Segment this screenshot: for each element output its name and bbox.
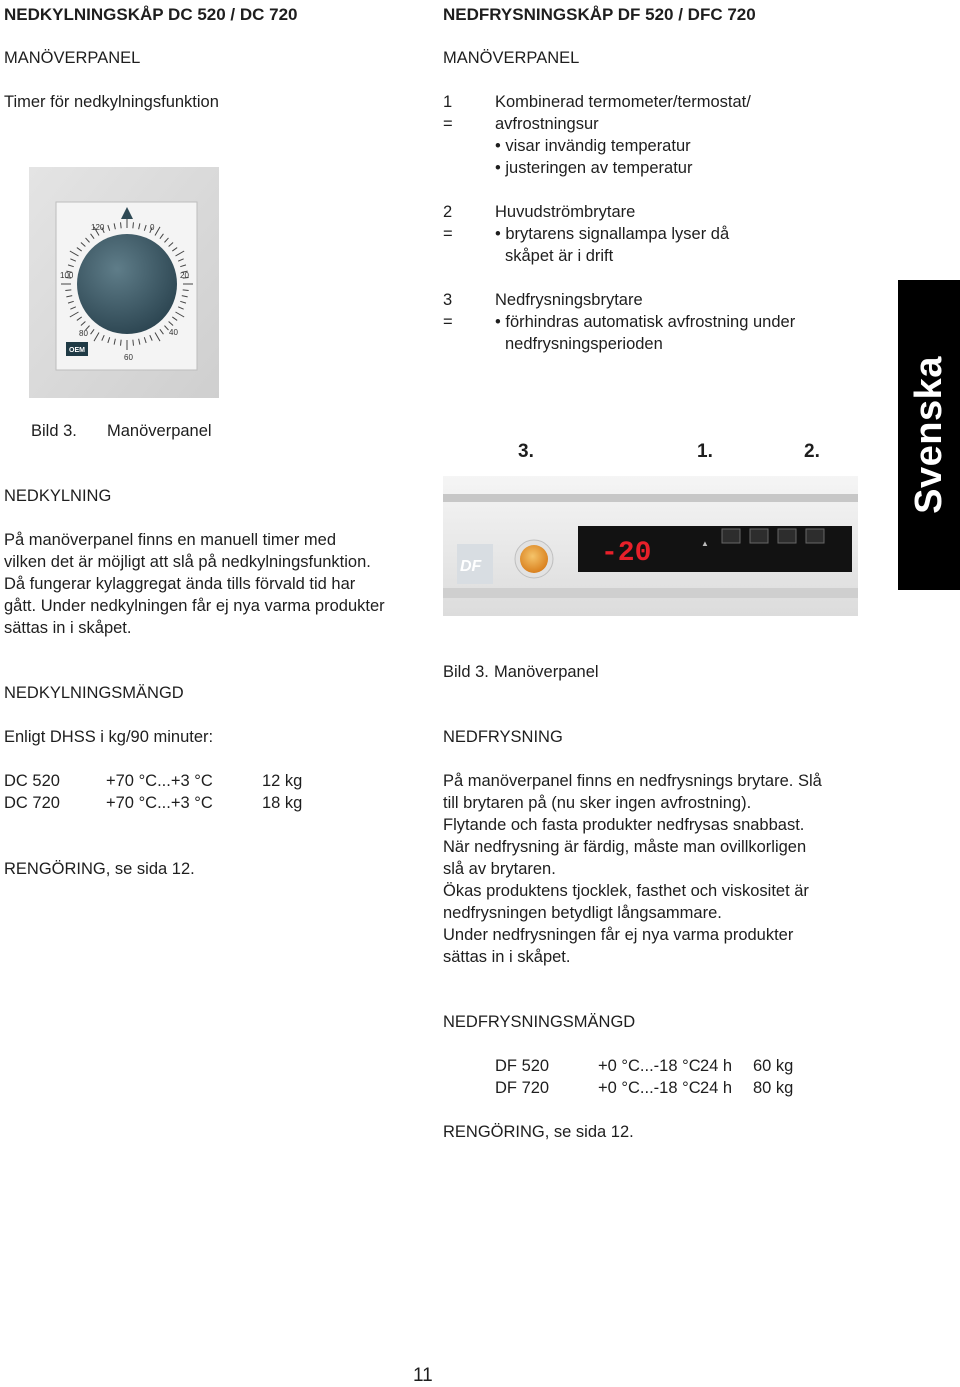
panel-bottom-edge [443,588,858,598]
table-cell-amount: 60 kg [753,1057,794,1075]
right-caption-number: Bild 3. [443,663,489,681]
brand-logo-text: OEM [69,347,85,354]
right-title: NEDFRYSNINGSKÅP DF 520 / DFC 720 [443,5,756,24]
display-indicator: ▲ [701,539,709,548]
table-cell-amount: 80 kg [753,1079,794,1097]
dial-tick [133,340,134,346]
nedkylningsmangd-heading: NEDKYLNINGSMÄNGD [4,684,184,702]
table-cell-time: 24 h [700,1079,733,1097]
dial-tick [121,222,122,228]
table-cell-time: 24 h [700,1057,733,1075]
right-panel-heading: MANÖVERPANEL [443,49,580,67]
panel-key-icon [806,529,824,543]
nedfrysning-paragraph [443,770,822,968]
dial-label: 60 [124,353,133,362]
table-cell-model: DF 720 [495,1079,550,1097]
dial-tick [133,222,134,228]
panel-key-icon [722,529,740,543]
temperature-display: -20 [601,538,652,569]
panel-key-icon [750,529,768,543]
nedkylning-paragraph [4,529,385,639]
dial-label: 120 [91,223,105,232]
dial-label: 0 [150,223,155,232]
dhss-intro: Enligt DHSS i kg/90 minuter: [4,728,214,746]
left-panel-heading: MANÖVERPANEL [4,49,141,67]
nedfrysningsmangd-heading: NEDFRYSNINGSMÄNGD [443,1013,636,1031]
nedfrysning-table [495,1055,825,1099]
left-caption-number: Bild 3. [31,422,77,440]
panel-key-icon [778,529,796,543]
paragraph-line: På manöverpanel finns en manuell timer med [4,531,337,549]
paragraph-line: På manöverpanel finns en nedfrysnings brytare. Slå [443,772,822,790]
left-cleaning-note: RENGÖRING, se sida 12. [4,860,195,878]
right-caption-text: Manöverpanel [494,663,599,681]
right-cleaning-note: RENGÖRING, se sida 12. [443,1123,634,1141]
table-cell-range: +70 °C...+3 °C [106,772,213,790]
photo-label-1: 1. [697,441,713,462]
photo-label-2: 2. [804,441,820,462]
control-list: 1 = Kombinerad termometer/termostat/ avfrostningsur • visar invändig temperatur • justeringen av temperatur 2 = Huvudströmbrytare • brytarens signallampa lyser då skåpet är i drift 3 = Nedfrysningsbrytare • förhindras automatisk avfrostning under nedfrysningsperioden [443,93,796,353]
table-cell-range: +70 °C...+3 °C [106,794,213,812]
timer-label: Timer för nedkylningsfunktion [4,93,219,111]
dial-tick [121,340,122,346]
page-number: 11 [413,1365,433,1386]
paragraph-line: gått. Under nedkylningen får ej nya varma produkter [4,597,385,615]
paragraph-line: När nedfrysning är färdig, måste man ovillkorligen [443,838,807,856]
table-cell-range: +0 °C...-18 °C [598,1079,701,1097]
dial-label: 40 [169,328,178,337]
paragraph-line: sättas in i skåpet. [4,619,132,637]
nedkylning-heading: NEDKYLNING [4,487,112,505]
table-cell-model: DF 520 [495,1057,550,1075]
nedkylning-table [4,770,334,814]
left-title: NEDKYLNINGSKÅP DC 520 / DC 720 [4,5,298,24]
df-panel-photo [443,476,858,616]
paragraph-line: vilken det är möjligt att slå på nedkylningsfunktion. [4,553,371,571]
photo-label-3: 3. [518,441,534,462]
paragraph-line: Då fungerar kylaggregat ända tills förvald tid har [4,575,356,593]
panel-top-edge [443,494,858,502]
defrost-switch [520,545,548,573]
dial-label: 20 [180,271,189,280]
left-caption-text: Manöverpanel [107,422,212,440]
dial-label: 80 [79,329,88,338]
timer-photo [29,167,219,398]
table-cell-range: +0 °C...-18 °C [598,1057,701,1075]
paragraph-line: nedfrysningen betydligt långsammare. [443,904,722,922]
language-tab-label: Svenska [908,356,950,514]
dial-tick [65,290,71,291]
paragraph-line: sättas in i skåpet. [443,948,571,966]
timer-knob [77,234,177,334]
paragraph-line: Flytande och fasta produkter nedfrysas snabbast. [443,816,805,834]
language-tab [898,280,960,590]
paragraph-line: slå av brytaren. [443,860,556,878]
df-logo: DF [460,558,482,575]
paragraph-line: Ökas produktens tjocklek, fasthet och viskositet är [443,882,809,900]
paragraph-line: till brytaren på (nu sker ingen avfrostning). [443,794,752,812]
dial-tick [183,290,189,291]
dial-label: 100 [60,271,74,280]
table-cell-amount: 12 kg [262,772,303,790]
table-cell-model: DC 720 [4,794,60,812]
nedfrysning-heading: NEDFRYSNING [443,728,563,746]
paragraph-line: Under nedfrysningen får ej nya varma produkter [443,926,794,944]
table-cell-amount: 18 kg [262,794,303,812]
table-cell-model: DC 520 [4,772,60,790]
